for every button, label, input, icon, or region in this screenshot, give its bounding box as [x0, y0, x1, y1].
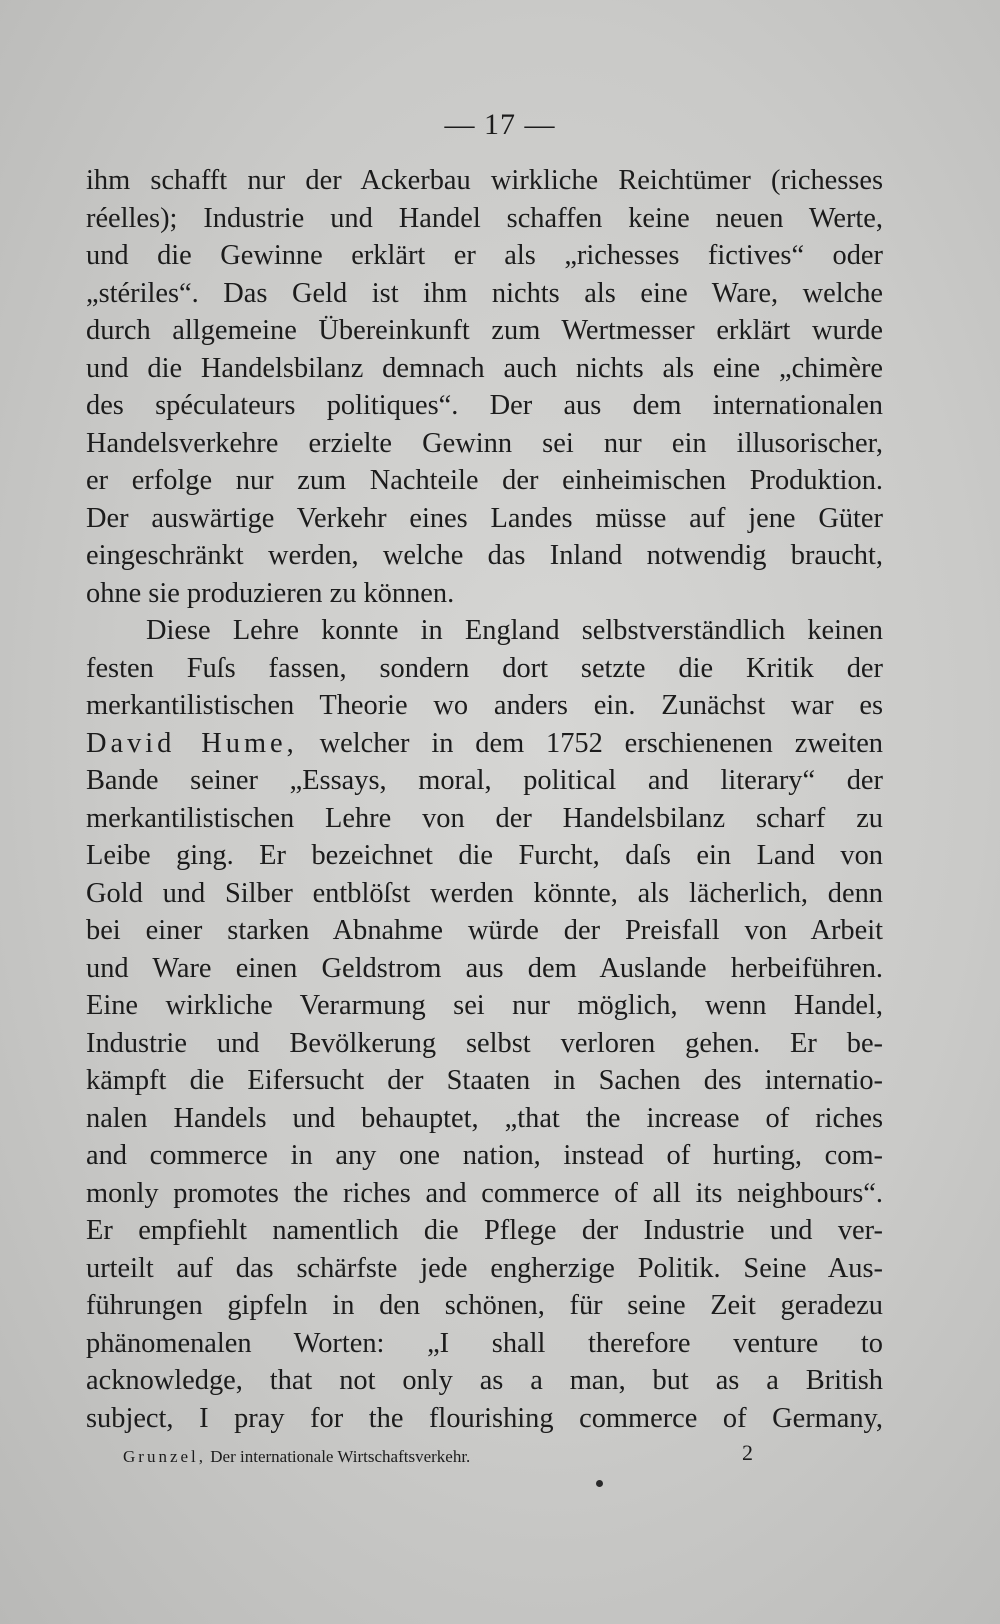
text-line: und die Gewinne erklärt er als „richesses fictives“ oder [86, 240, 883, 271]
text-line: urteilt auf das schärfste jede engherzige Politik. Seine Aus- [86, 1252, 883, 1284]
signature-mark: 2 [742, 1440, 753, 1465]
text-line: Industrie und Bevölkerung selbst verloren gehen. Er be- [86, 1027, 883, 1059]
text-line: nalen Handels und behauptet, „that the increase of riches [86, 1102, 883, 1134]
text-line: des spéculateurs politiques“. Der aus dem internationalen [86, 390, 883, 421]
text-line-rest: welcher in dem 1752 erschienenen zweiten [319, 727, 883, 759]
text-line: festen Fuſs fassen, sondern dort setzte die Kritik der [86, 652, 883, 684]
text-line: merkantilistischen Lehre von der Handelsbilanz scharf zu [86, 802, 883, 834]
text-line: merkantilistischen Theorie wo anders ein. Zunächst war es [86, 690, 883, 721]
text-line: and commerce in any one nation, instead of hurting, com- [86, 1140, 883, 1171]
footer-author: Grunzel, [123, 1447, 207, 1466]
text-line: Eine wirkliche Verarmung sei nur möglich, wenn Handel, [86, 990, 883, 1021]
footer-citation [123, 1447, 763, 1467]
text-line: führungen gipfeln in den schönen, für seine Zeit geradezu [86, 1290, 883, 1321]
text-line: Leibe ging. Er bezeichnet die Furcht, daſs ein Land von [86, 840, 883, 871]
text-line: eingeschränkt werden, welche das Inland notwendig braucht, [86, 540, 883, 571]
text-line: ihm schafft nur der Ackerbau wirkliche Reichtümer (richesses [86, 165, 883, 196]
ink-dot [596, 1480, 603, 1487]
text-line-with-name [86, 725, 883, 763]
text-line: subject, I pray for the flourishing commerce of Germany, [86, 1402, 883, 1434]
text-line: acknowledge, that not only as a man, but as a British [86, 1365, 883, 1396]
text-line: ohne sie produzieren zu können. [86, 577, 455, 609]
text-line: monly promotes the riches and commerce of all its neighbours“. [86, 1177, 883, 1209]
emphasized-name: David Hume, [86, 727, 298, 759]
body-text [86, 162, 883, 1437]
text-line: Gold und Silber entblöſst werden könnte, als lächerlich, denn [86, 877, 883, 909]
text-line: und Ware einen Geldstrom aus dem Auslande herbeiführen. [86, 952, 883, 984]
text-line: réelles); Industrie und Handel schaffen keine neuen Werte, [86, 202, 883, 234]
text-line: Handelsverkehre erzielte Gewinn sei nur ein illusorischer, [86, 427, 883, 459]
text-line: kämpft die Eifersucht der Staaten in Sachen des internatio- [86, 1065, 883, 1096]
text-line: und die Handelsbilanz demnach auch nichts als eine „chimère [86, 352, 883, 384]
text-line: durch allgemeine Übereinkunft zum Wertmesser erklärt wurde [86, 315, 883, 346]
text-line: Bande seiner „Essays, moral, political and literary“ der [86, 765, 883, 796]
text-line: Er empfiehlt namentlich die Pflege der Industrie und ver- [86, 1215, 883, 1246]
text-line: Diese Lehre konnte in England selbstverständlich keinen [146, 615, 883, 646]
text-line: bei einer starken Abnahme würde der Preisfall von Arbeit [86, 915, 883, 946]
text-line: er erfolge nur zum Nachteile der einheimischen Produktion. [86, 465, 883, 496]
text-line: phänomenalen Worten: „I shall therefore venture to [86, 1327, 883, 1359]
text-line: „stériles“. Das Geld ist ihm nichts als eine Ware, welche [86, 277, 883, 309]
footer-title: Der internationale Wirtschaftsverkehr. [210, 1447, 471, 1466]
text-line: Der auswärtige Verkehr eines Landes müsse auf jene Güter [86, 502, 883, 534]
page-number: — 17 — [444, 108, 556, 141]
